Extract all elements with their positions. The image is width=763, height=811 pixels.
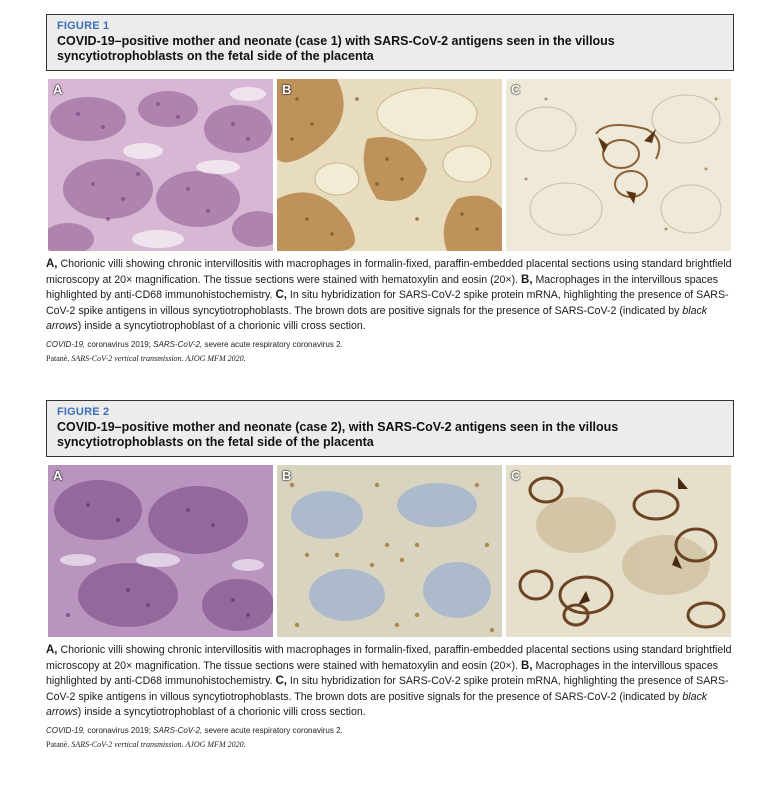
caption-label-b: B, <box>521 659 533 672</box>
cite-source: SARS-CoV-2 vertical transmission. AJOG MFM 2020. <box>69 353 246 363</box>
figure-1-abbreviations <box>46 339 734 350</box>
figure-1-header <box>46 14 734 71</box>
panel-letter-c: C <box>511 468 521 483</box>
he-stain-image <box>48 465 273 637</box>
abbr-term-2: SARS-CoV-2, <box>153 339 203 349</box>
figure-2-citation <box>46 739 734 750</box>
panel-letter-b: B <box>282 82 292 97</box>
figure-2-panel-a <box>48 465 273 637</box>
abbr-def-2: severe acute respiratory coronavirus 2. <box>202 725 343 735</box>
caption-label-c: C, <box>275 675 287 688</box>
abbr-def-2: severe acute respiratory coronavirus 2. <box>202 339 343 349</box>
figure-1-citation <box>46 353 734 364</box>
figure-2 <box>46 400 734 750</box>
cite-source: SARS-CoV-2 vertical transmission. AJOG MFM 2020. <box>69 739 246 749</box>
caption-label-a: A, <box>46 258 58 270</box>
figure-1-label: FIGURE 1 <box>57 20 110 32</box>
panel-letter-b: B <box>282 468 292 483</box>
cite-author: Patanè. <box>46 353 70 363</box>
caption-italic-arrows: black arrows <box>46 304 708 333</box>
figure-2-label: FIGURE 2 <box>57 406 110 418</box>
caption-text-c: In situ hybridization for SARS-CoV-2 spike protein mRNA, highlighting the presence of SARS-CoV-2 spike antigens in villous syncytiotrophoblasts. The brown dots are positive signals for the presence of SARS-CoV-2 (indicated by <box>46 675 729 703</box>
abbr-term-1: COVID-19, <box>46 725 86 735</box>
abbr-def-1: coronavirus 2019; <box>85 725 154 735</box>
caption-text-b: Macrophages in the intervillous spaces highlighted by anti-CD68 immunohistochemistry. <box>46 659 719 688</box>
ish-stain-image <box>506 465 731 637</box>
caption-label-b: B, <box>521 273 533 286</box>
figure-2-panel-b <box>277 465 502 637</box>
figure-2-panels <box>48 465 732 637</box>
caption-text-c-end: ) inside a syncytiotrophoblast of a chorionic villi cross section. <box>77 320 366 333</box>
caption-text-b: Macrophages in the intervillous spaces highlighted by anti-CD68 immunohistochemistry. <box>46 273 719 302</box>
figure-1 <box>46 14 734 364</box>
figure-2-title: COVID-19–positive mother and neonate (case 2), with SARS-CoV-2 antigens seen in the villous syncytiotrophoblasts on the fetal side of the placenta <box>57 420 619 449</box>
figure-1-title: COVID-19–positive mother and neonate (case 1) with SARS-CoV-2 antigens seen in the villous syncytiotrophoblasts on the fetal side of the placenta <box>57 34 615 63</box>
figure-1-panel-c <box>506 79 731 251</box>
ish-stain-image <box>506 79 731 251</box>
figure-1-panels <box>48 79 732 251</box>
caption-text-a: Chorionic villi showing chronic intervillositis with macrophages in formalin-fixed, paraffin-embedded placental sections using standard brightfield microscopy at 20× magnification. The tissue sections were stained with hematoxylin and eosin (20×). <box>46 258 732 286</box>
caption-text-c-end: ) inside a syncytiotrophoblast of a chorionic villi cross section. <box>77 706 366 719</box>
caption-text-a: Chorionic villi showing chronic intervillositis with macrophages in formalin-fixed, paraffin-embedded placental sections using standard brightfield microscopy at 20× magnification. The tissue sections were stained with hematoxylin and eosin (20×). <box>46 644 732 672</box>
ihc-stain-image <box>277 465 502 637</box>
figure-2-caption <box>46 643 734 721</box>
abbr-term-2: SARS-CoV-2, <box>153 725 203 735</box>
he-stain-image <box>48 79 273 251</box>
figure-2-header <box>46 400 734 457</box>
figure-2-abbreviations <box>46 725 734 736</box>
panel-letter-a: A <box>53 82 63 97</box>
figure-1-panel-a <box>48 79 273 251</box>
caption-text-c: In situ hybridization for SARS-CoV-2 spike protein mRNA, highlighting the presence of SARS-CoV-2 spike antigens in villous syncytiotrophoblasts. The brown dots are positive signals for the presence of SARS-CoV-2 (indicated by <box>46 289 729 317</box>
panel-letter-a: A <box>53 468 63 483</box>
cite-author: Patanè. <box>46 739 70 749</box>
panel-letter-c: C <box>511 82 521 97</box>
figure-1-panel-b <box>277 79 502 251</box>
ihc-stain-image <box>277 79 502 251</box>
caption-label-c: C, <box>275 289 287 302</box>
abbr-term-1: COVID-19, <box>46 339 86 349</box>
caption-label-a: A, <box>46 644 58 656</box>
figure-2-panel-c <box>506 465 731 637</box>
abbr-def-1: coronavirus 2019; <box>85 339 154 349</box>
figure-1-caption <box>46 257 734 335</box>
caption-italic-arrows: black arrows <box>46 690 708 719</box>
